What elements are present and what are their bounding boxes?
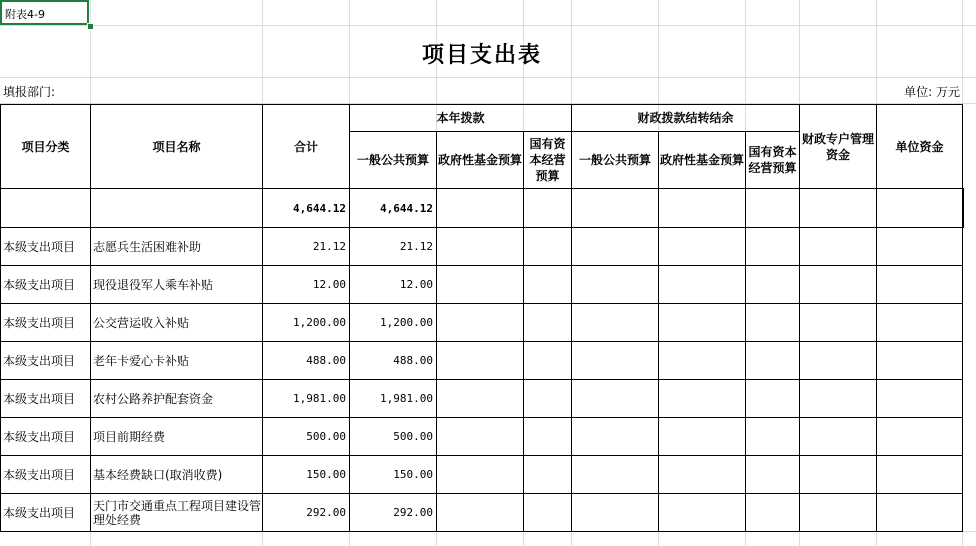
cell-empty[interactable]: [800, 304, 877, 342]
cell-empty[interactable]: [877, 228, 963, 266]
cell-empty[interactable]: [437, 380, 524, 418]
cell-empty[interactable]: [963, 189, 964, 228]
cell-empty[interactable]: [437, 494, 524, 532]
cell-empty[interactable]: [877, 266, 963, 304]
cell-empty[interactable]: [800, 456, 877, 494]
cell-empty[interactable]: [437, 266, 524, 304]
cell-empty[interactable]: [800, 228, 877, 266]
cell-empty[interactable]: [524, 304, 572, 342]
cell-empty[interactable]: [572, 342, 659, 380]
cell-name[interactable]: 公交营运收入补贴: [91, 304, 263, 342]
cell-empty[interactable]: [572, 380, 659, 418]
page-title: 项目支出表: [421, 42, 542, 68]
cell-name[interactable]: 志愿兵生活困难补助: [91, 228, 263, 266]
cell-empty[interactable]: [877, 456, 963, 494]
cell-general-budget[interactable]: 150.00: [350, 456, 437, 494]
cell-total[interactable]: 150.00: [263, 456, 350, 494]
cell-empty[interactable]: [800, 266, 877, 304]
cell-general-budget[interactable]: 4,644.12: [350, 189, 437, 228]
attachment-label: 附表4-9: [5, 8, 45, 21]
cell-total[interactable]: 1,200.00: [263, 304, 350, 342]
cell-empty[interactable]: [437, 228, 524, 266]
cell-empty[interactable]: [800, 494, 877, 532]
header-co-general-budget[interactable]: 一般公共预算: [572, 132, 659, 189]
cell-empty[interactable]: [524, 266, 572, 304]
cell-category[interactable]: 本级支出项目: [1, 456, 91, 494]
cell-empty[interactable]: [437, 456, 524, 494]
cell-empty[interactable]: [659, 456, 746, 494]
cell-empty[interactable]: [524, 456, 572, 494]
cell-empty[interactable]: [572, 456, 659, 494]
cell-category[interactable]: 本级支出项目: [1, 418, 91, 456]
cell-empty[interactable]: [746, 494, 800, 532]
header-category[interactable]: 项目分类: [1, 105, 91, 189]
cell-empty[interactable]: [572, 228, 659, 266]
cell-name[interactable]: 现役退役军人乘车补贴: [91, 266, 263, 304]
fill-handle[interactable]: [87, 23, 94, 30]
cell-general-budget[interactable]: 1,200.00: [350, 304, 437, 342]
cell-empty[interactable]: [437, 189, 524, 228]
cell-category[interactable]: 本级支出项目: [1, 266, 91, 304]
cell-empty[interactable]: [746, 304, 800, 342]
cell-empty[interactable]: [877, 418, 963, 456]
cell-empty[interactable]: [746, 418, 800, 456]
cell-empty[interactable]: [746, 342, 800, 380]
cell-empty[interactable]: [659, 494, 746, 532]
cell-empty[interactable]: [877, 304, 963, 342]
header-co-gov-fund[interactable]: 政府性基金预算: [659, 132, 746, 189]
cell-empty[interactable]: [746, 189, 800, 228]
table-row: [1, 494, 964, 532]
header-state-capital[interactable]: 国有资本经营预算: [524, 132, 572, 189]
cell-empty[interactable]: [524, 228, 572, 266]
cell-empty[interactable]: [437, 304, 524, 342]
header-co-state-capital[interactable]: 国有资本经营预算: [746, 132, 800, 189]
header-special-fund[interactable]: 财政专户管理资金: [800, 105, 877, 189]
cell-general-budget[interactable]: 12.00: [350, 266, 437, 304]
cell-category[interactable]: 本级支出项目: [1, 380, 91, 418]
cell-category[interactable]: 本级支出项目: [1, 304, 91, 342]
cell-empty[interactable]: [746, 380, 800, 418]
header-unit-fund[interactable]: 单位资金: [877, 105, 963, 189]
table-row: [1, 342, 964, 380]
unit-label: 单位: 万元: [904, 85, 960, 99]
cell-total[interactable]: 1,981.00: [263, 380, 350, 418]
cell-category[interactable]: 本级支出项目: [1, 494, 91, 532]
cell-empty[interactable]: [877, 380, 963, 418]
cell-empty[interactable]: [800, 342, 877, 380]
cell-total[interactable]: 292.00: [263, 494, 350, 532]
cell-name[interactable]: 天门市交通重点工程项目建设管理处经费: [91, 494, 263, 532]
cell-total[interactable]: 488.00: [263, 342, 350, 380]
cell-empty[interactable]: [800, 189, 877, 228]
cell-empty[interactable]: [437, 418, 524, 456]
cell-total[interactable]: 12.00: [263, 266, 350, 304]
table-row: [1, 228, 964, 266]
cell-name[interactable]: 农村公路养护配套资金: [91, 380, 263, 418]
cell-empty[interactable]: [524, 494, 572, 532]
cell-empty[interactable]: [800, 380, 877, 418]
table-row: [1, 380, 964, 418]
cell-empty[interactable]: [659, 380, 746, 418]
cell-empty[interactable]: [659, 418, 746, 456]
fill-department-label: 填报部门:: [3, 85, 56, 99]
cell-total[interactable]: 4,644.12: [263, 189, 350, 228]
cell-total[interactable]: 21.12: [263, 228, 350, 266]
cell-name[interactable]: 基本经费缺口(取消收费): [91, 456, 263, 494]
table-row: [1, 266, 964, 304]
header-general-budget[interactable]: 一般公共预算: [350, 132, 437, 189]
cell-general-budget[interactable]: 500.00: [350, 418, 437, 456]
cell-empty[interactable]: [524, 189, 572, 228]
table-row: [1, 456, 964, 494]
cell-empty[interactable]: [572, 418, 659, 456]
cell-empty[interactable]: [572, 189, 659, 228]
cell-general-budget[interactable]: 488.00: [350, 342, 437, 380]
cell-empty[interactable]: [877, 494, 963, 532]
cell-empty[interactable]: [524, 380, 572, 418]
table-row: [1, 418, 964, 456]
cell-empty[interactable]: [746, 228, 800, 266]
cell-empty[interactable]: [572, 304, 659, 342]
cell-empty[interactable]: [572, 266, 659, 304]
header-current-year[interactable]: 本年拨款: [350, 105, 572, 132]
cell-empty[interactable]: [524, 342, 572, 380]
table-row: [1, 304, 964, 342]
cell-name[interactable]: 老年卡爱心卡补贴: [91, 342, 263, 380]
cell-category[interactable]: 本级支出项目: [1, 342, 91, 380]
header-total[interactable]: 合计: [263, 105, 350, 189]
cell-empty[interactable]: [572, 494, 659, 532]
cell-general-budget[interactable]: 292.00: [350, 494, 437, 532]
header-gov-fund[interactable]: 政府性基金预算: [437, 132, 524, 189]
header-name[interactable]: 项目名称: [91, 105, 263, 189]
cell-empty[interactable]: [659, 228, 746, 266]
header-carryover[interactable]: 财政拨款结转结余: [572, 105, 800, 132]
cell-empty[interactable]: [659, 304, 746, 342]
cell-empty[interactable]: [877, 189, 963, 228]
cell-empty[interactable]: [877, 342, 963, 380]
cell-total[interactable]: 500.00: [263, 418, 350, 456]
cell-category[interactable]: 本级支出项目: [1, 228, 91, 266]
cell-empty[interactable]: [659, 189, 746, 228]
cell-empty[interactable]: [437, 342, 524, 380]
cell-empty[interactable]: [659, 342, 746, 380]
totals-row: [1, 189, 964, 228]
cell-empty[interactable]: [746, 266, 800, 304]
cell-general-budget[interactable]: 21.12: [350, 228, 437, 266]
cell-empty[interactable]: [746, 456, 800, 494]
cell-name[interactable]: 项目前期经费: [91, 418, 263, 456]
cell-name[interactable]: [91, 189, 263, 228]
cell-category[interactable]: [1, 189, 91, 228]
cell-empty[interactable]: [800, 418, 877, 456]
project-expenditure-table: [0, 104, 964, 532]
cell-empty[interactable]: [524, 418, 572, 456]
cell-general-budget[interactable]: 1,981.00: [350, 380, 437, 418]
cell-empty[interactable]: [659, 266, 746, 304]
